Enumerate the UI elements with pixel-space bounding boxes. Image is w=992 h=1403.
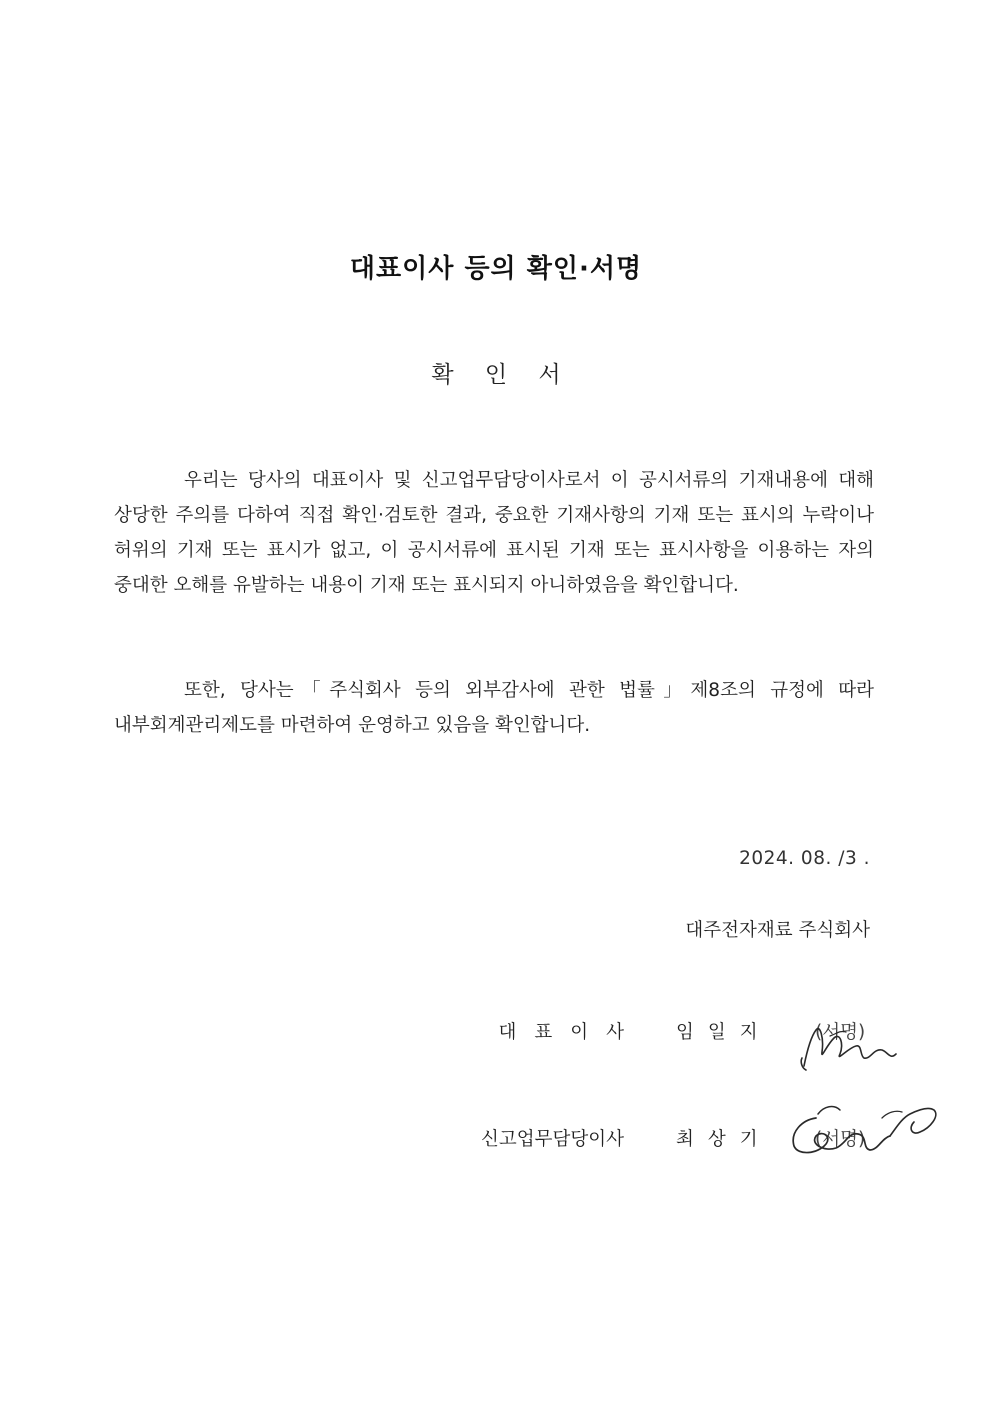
confirmation-paragraph: 우리는 당사의 대표이사 및 신고업무담당이사로서 이 공시서류의 기재내용에 대해 상당한 주의를 다하여 직접 확인·검토한 결과, 중요한 기재사항의 기재 또는 표시의 누락이나 허위의 기재 또는 표시가 없고, 이 공시서류에 표시된 기재 또는 표시사항을 이용하는 자의 중대한 오해를 유발하는 내용이 기재 또는 표시되지 아니하였음을 확인합니다. — [114, 470, 874, 596]
signature-mark-label: (서명) — [815, 1129, 866, 1150]
company-name: 대주전자재료 주식회사 — [685, 920, 870, 941]
signatory-ceo — [0, 1018, 992, 1058]
signatory-name: 임일지 — [676, 1022, 772, 1043]
document-subtitle: 확 인 서 — [431, 362, 573, 388]
signature-mark-label: (서명) — [815, 1022, 866, 1043]
signatory-role: 신고업무담당이사 — [481, 1129, 624, 1150]
signatory-name: 최상기 — [676, 1129, 772, 1150]
signatory-role: 대표이사 — [498, 1022, 642, 1043]
internal-control-paragraph: 또한, 당사는「주식회사 등의 외부감사에 관한 법률」제8조의 규정에 따라 내부회계관리제도를 마련하여 운영하고 있음을 확인합니다. — [114, 680, 874, 736]
document-title: 대표이사 등의 확인·서명 — [349, 254, 643, 284]
document-date: 2024. 08. /3 . — [739, 848, 870, 869]
signatory-disclosure-director — [0, 1125, 992, 1165]
